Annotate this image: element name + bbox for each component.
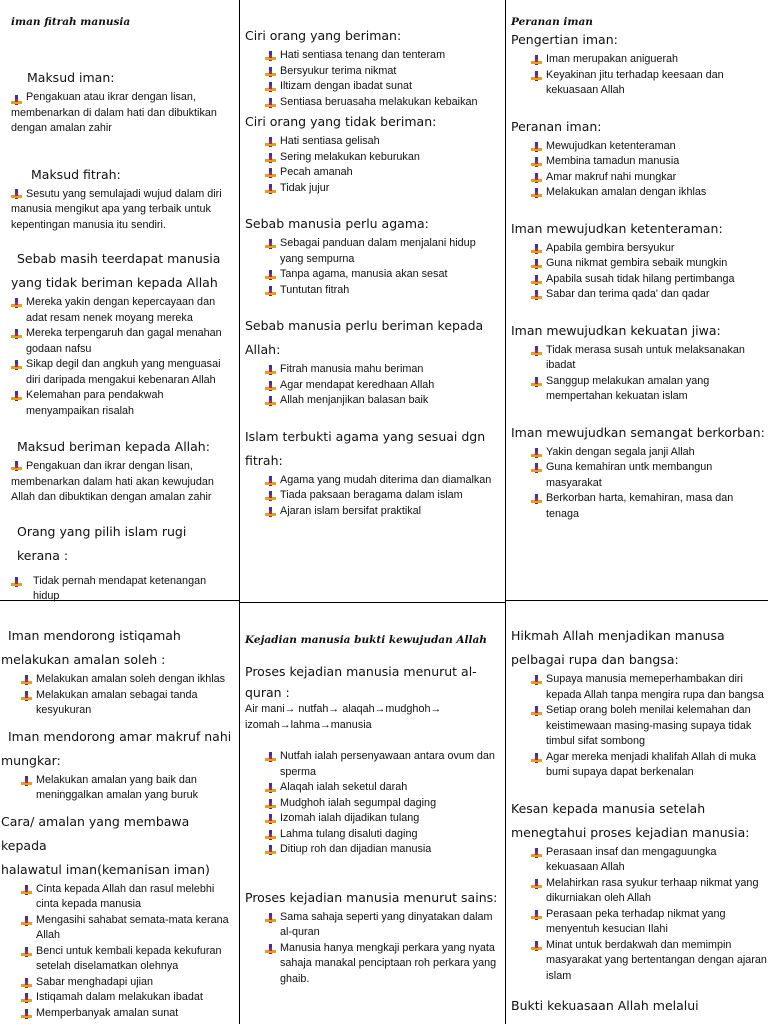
bullet-icon-part	[269, 480, 272, 483]
column-divider-left	[239, 0, 240, 1024]
list-item: Benci untuk kembali kepada kekufuran setelah diselamatkan olehnya	[21, 944, 237, 975]
bullet-icon	[21, 916, 32, 926]
bullet-icon	[21, 947, 32, 957]
bullet-icon-part	[25, 982, 28, 985]
bullet-icon-part	[269, 385, 272, 388]
bullet-icon-part	[269, 369, 272, 372]
bullet-icon	[21, 885, 32, 895]
list-item: Sikap degil dan angkuh yang menguasai diri daripada mengakui kebenaran Allah	[11, 357, 233, 388]
list-istiqamah	[1, 672, 237, 719]
bullet-icon-part	[269, 71, 272, 74]
list-item: Tidak pernah mendapat ketenangan hidup	[11, 574, 233, 605]
list-halawatul-iman	[1, 882, 237, 1022]
bullet-icon-part	[25, 780, 28, 783]
bullet-icon	[265, 168, 276, 178]
heading-ketenteraman: Iman mewujudkan ketenteraman:	[511, 220, 723, 236]
bullet-icon	[11, 189, 22, 199]
list-item: Tuntutan fitrah	[265, 283, 501, 299]
bullet-icon-part	[269, 818, 272, 821]
list-item: Istiqamah dalam melakukan ibadat	[21, 990, 237, 1006]
list-item: Perasaan peka terhadap nikmat yang menyentuh kesucian Ilahi	[531, 907, 767, 938]
bullet-icon	[11, 577, 22, 587]
section-title: iman fitrah manusia	[11, 16, 131, 28]
bullet-icon-part	[535, 757, 538, 760]
bullet-icon-part	[269, 188, 272, 191]
bullet-icon-part	[269, 157, 272, 160]
bullet-icon	[265, 752, 276, 762]
bullet-icon	[265, 799, 276, 809]
text-maksud-fitrah: Sesutu yang semulajadi wujud dalam diri manusia mengikut apa yang terbaik untuk kepentingan manusia itu sendiri.	[11, 187, 222, 231]
list-peranan-iman	[511, 139, 767, 201]
bullet-icon	[531, 910, 542, 920]
section-title: Peranan iman	[511, 16, 593, 28]
bullet-icon-part	[15, 333, 18, 336]
bullet-icon	[11, 391, 22, 401]
bullet-icon	[265, 184, 276, 194]
bullet-icon	[265, 913, 276, 923]
list-item: Cinta kepada Allah dan rasul melebhi cinta kepada manusia	[21, 882, 237, 913]
list-item: Mewujudkan ketenteraman	[531, 139, 767, 155]
list-ketenteraman	[511, 241, 767, 303]
heading-kesan-1: Kesan kepada manusia setelah	[511, 800, 706, 816]
bullet-icon	[265, 944, 276, 954]
list-amar-makruf	[1, 773, 237, 804]
list-ciri-tidak-beriman	[245, 134, 501, 196]
heading-istiqamah-1: Iman mendorong istiqamah	[8, 628, 181, 643]
bullet-icon	[21, 776, 32, 786]
section-title: Kejadian manusia bukti kewujudan Allah	[245, 634, 487, 646]
list-item: Berkorban harta, kemahiran, masa dan tenaga	[531, 491, 767, 522]
list-perlu-beriman	[245, 362, 501, 409]
bullet-icon-part	[535, 75, 538, 78]
list-item: Manusia hanya mengkaji perkara yang nyata sahaja manakal penciptaan roh perkara yang ghaib.	[265, 941, 503, 988]
list-item: Tiada paksaan beragama dalam islam	[265, 488, 501, 504]
bullet-icon-part	[269, 290, 272, 293]
bullet-icon-part	[269, 400, 272, 403]
cell-iman-istiqamah	[1, 624, 237, 1024]
row-divider-mid	[240, 602, 505, 603]
list-item: Sentiasa beruasaha melakukan kebaikan	[265, 95, 501, 111]
row-divider-right	[506, 600, 768, 601]
list-item: Memperbanyak amalan sunat	[21, 1006, 237, 1022]
bullet-icon-part	[269, 141, 272, 144]
bullet-icon-part	[269, 55, 272, 58]
list-item: Mudghoh ialah segumpal daging	[265, 796, 503, 812]
bullet-icon-part	[269, 495, 272, 498]
list-item: Hati sentiasa tenang dan tenteram	[265, 48, 501, 64]
cell-peranan-iman	[511, 16, 767, 594]
list-item: Sabar dan terima qada' dan qadar	[531, 287, 767, 303]
heading-kesan-2: menegtahui proses kejadian manusia:	[511, 824, 750, 840]
bullet-icon	[531, 290, 542, 300]
list-item: Guna nikmat gembira sebaik mungkin	[531, 256, 767, 272]
bullet-icon	[531, 753, 542, 763]
heading-perlu-agama: Sebab manusia perlu agama:	[245, 216, 429, 231]
bullet-icon	[531, 142, 542, 152]
list-item: Melakukan amalan soleh dengan ikhlas	[21, 672, 237, 688]
bullet-icon	[531, 157, 542, 167]
list-item: Lahma tulang disaluti daging	[265, 827, 503, 843]
bullet-icon	[21, 675, 32, 685]
heading-pilih-islam-rugi: Orang yang pilih islam rugi kerana :	[17, 523, 187, 563]
list-perlu-agama	[245, 236, 501, 298]
list-item: Melakukan amalan sebagai tanda kesyukuran	[21, 688, 237, 719]
bullet-icon-part	[535, 263, 538, 266]
list-item: Tidak merasa susah untuk melaksanakan ibadat	[531, 343, 767, 374]
list-proses-sains	[245, 910, 503, 988]
bullet-icon	[11, 95, 22, 105]
bullet-icon-part	[535, 192, 538, 195]
list-item: Perasaan insaf dan mengaguungka kekuasaan Allah	[531, 845, 767, 876]
list-item: Ditiup roh dan dijadian manusia	[265, 842, 503, 858]
bullet-icon-part	[15, 364, 18, 367]
cell-kejadian-manusia	[245, 634, 503, 1024]
list-item: Agar mereka menjadi khalifah Allah di muka bumi supaya dapat berkenalan	[531, 750, 767, 781]
bullet-icon-part	[535, 452, 538, 455]
list-hikmah	[511, 672, 767, 781]
list-item: Apabila susah tidak hilang pertimbanga	[531, 272, 767, 288]
list-item: Apabila gembira bersyukur	[531, 241, 767, 257]
list-item: Kelemahan para pendakwah menyampaikan risalah	[11, 388, 233, 419]
bullet-icon	[531, 463, 542, 473]
bullet-icon-part	[535, 710, 538, 713]
bullet-icon-part	[535, 945, 538, 948]
bullet-icon	[531, 879, 542, 889]
heading-amar-makruf-1: Iman mendorong amar makruf nahi	[8, 728, 232, 744]
list-item: Minat untuk berdakwah dan memimpin masyarakat yang bertentangan dengan ajaran islam	[531, 938, 767, 985]
list-item: Melakukan amalan dengan ikhlas	[531, 185, 767, 201]
bullet-icon	[531, 377, 542, 387]
bullet-icon	[531, 941, 542, 951]
bullet-icon	[21, 1009, 32, 1019]
bullet-icon-part	[15, 302, 18, 305]
list-item: Sabar menghadapi ujian	[21, 975, 237, 991]
heading-hikmah-1: Hikmah Allah menjadikan manusa	[511, 628, 725, 643]
bullet-icon	[265, 365, 276, 375]
cell-ciri-beriman	[245, 24, 501, 594]
list-item: Iltizam dengan ibadat sunat	[265, 79, 501, 95]
list-semangat-berkorban	[511, 445, 767, 523]
heading-pengertian-iman: Pengertian iman:	[511, 32, 618, 47]
bullet-icon-part	[15, 465, 18, 468]
list-item: Hati sentiasa gelisah	[265, 134, 501, 150]
list-item: Supaya manusia memeperhambakan diri kepada Allah tanpa mengira rupa dan bangsa	[531, 672, 767, 703]
heading-amar-makruf-2: mungkar:	[1, 752, 61, 768]
bullet-icon-part	[535, 177, 538, 180]
heading-ciri-beriman: Ciri orang yang beriman:	[245, 28, 402, 43]
list-item: Membina tamadun manusia	[531, 154, 767, 170]
bullet-icon	[531, 706, 542, 716]
heading-maksud-fitrah: Maksud fitrah:	[31, 166, 121, 182]
bullet-icon	[265, 830, 276, 840]
list-item: Pecah amanah	[265, 165, 501, 181]
bullet-icon-part	[269, 86, 272, 89]
bullet-icon	[531, 71, 542, 81]
bullet-icon-part	[15, 193, 18, 196]
bullet-icon-part	[269, 849, 272, 852]
bullet-icon-part	[269, 948, 272, 951]
bullet-icon-part	[25, 679, 28, 682]
heading-istiqamah-2: melakukan amalan soleh :	[1, 652, 166, 667]
bullet-icon-part	[535, 59, 538, 62]
bullet-icon-part	[15, 581, 18, 584]
heading-halawatul-iman-2: halawatul iman(kemanisan iman)	[1, 861, 210, 877]
list-item: Tidak jujur	[265, 181, 501, 197]
list-item: Alaqah ialah seketul darah	[265, 780, 503, 796]
list-item: Amar makruf nahi mungkar	[531, 170, 767, 186]
bullet-icon	[11, 329, 22, 339]
list-ciri-beriman	[245, 48, 501, 110]
bullet-icon-part	[269, 834, 272, 837]
bullet-icon-part	[535, 161, 538, 164]
bullet-icon-part	[535, 350, 538, 353]
bullet-icon	[265, 239, 276, 249]
bullet-icon	[11, 298, 22, 308]
bullet-icon-part	[269, 274, 272, 277]
text-proses-flow: Air mani→ nutfah→ alaqah→mudghoh→ izomah→lahma→manusia	[245, 703, 442, 731]
bullet-icon	[531, 494, 542, 504]
heading-kekuatan-jiwa: Iman mewujudkan kekuatan jiwa:	[511, 322, 721, 338]
bullet-icon	[265, 137, 276, 147]
bullet-icon	[265, 491, 276, 501]
bullet-icon	[265, 845, 276, 855]
bullet-icon-part	[25, 695, 28, 698]
bullet-icon	[265, 814, 276, 824]
bullet-icon-part	[535, 146, 538, 149]
list-item: Mereka yakin dengan kepercayaan dan adat resam nenek moyang mereka	[11, 295, 233, 326]
heading-islam-sesuai-fitrah: Islam terbukti agama yang sesuai dgn fitrah:	[245, 428, 486, 468]
list-kekuatan-jiwa	[511, 343, 767, 405]
bullet-icon	[531, 275, 542, 285]
list-item: Tanpa agama, manusia akan sesat	[265, 267, 501, 283]
bullet-icon-part	[535, 381, 538, 384]
bullet-icon-part	[25, 1013, 28, 1016]
column-divider-right	[505, 0, 506, 1024]
bullet-icon	[11, 360, 22, 370]
bullet-icon-part	[15, 395, 18, 398]
list-proses-quran	[245, 749, 503, 858]
heading-proses-sains: Proses kejadian manusia menurut sains:	[245, 889, 498, 905]
heading-sebab-tidak-beriman-1: Sebab masih teerdapat manusia	[17, 251, 221, 266]
bullet-icon-part	[269, 803, 272, 806]
bullet-icon	[21, 691, 32, 701]
bullet-icon	[265, 381, 276, 391]
bullet-icon-part	[535, 679, 538, 682]
bullet-icon-part	[269, 917, 272, 920]
bullet-icon	[265, 286, 276, 296]
bullet-icon	[265, 51, 276, 61]
bullet-icon	[265, 270, 276, 280]
bullet-icon	[531, 173, 542, 183]
bullet-icon	[265, 82, 276, 92]
bullet-icon-part	[15, 99, 18, 102]
bullet-icon-part	[535, 467, 538, 470]
list-item: Keyakinan jitu terhadap keesaan dan kekuasaan Allah	[531, 68, 767, 99]
list-item: Ajaran islam bersifat praktikal	[265, 504, 501, 520]
list-item: Nutfah ialah persenyawaan antara ovum dan sperma	[265, 749, 503, 780]
heading-halawatul-iman-1: Cara/ amalan yang membawa kepada	[1, 813, 190, 853]
list-item: Sanggup melakukan amalan yang mempertahan kekuatan islam	[531, 374, 767, 405]
list-item: Iman merupakan aniguerah	[531, 52, 767, 68]
bullet-icon-part	[535, 852, 538, 855]
heading-sebab-tidak-beriman-2: yang tidak beriman kepada Allah	[11, 275, 218, 290]
list-item: Allah menjanjikan balasan baik	[265, 393, 501, 409]
heading-bukti-kekuasaan: Bukti kekuasaan Allah melalui	[511, 998, 699, 1013]
bullet-icon	[531, 55, 542, 65]
heading-proses-quran-1: Proses kejadian manusia menurut al-	[245, 664, 477, 679]
bullet-icon	[21, 978, 32, 988]
bullet-icon	[531, 259, 542, 269]
bullet-icon-part	[269, 756, 272, 759]
heading-ciri-tidak-beriman: Ciri orang yang tidak beriman:	[245, 114, 437, 129]
bullet-icon	[265, 396, 276, 406]
bullet-icon	[531, 848, 542, 858]
list-sebab-tidak-beriman	[11, 295, 233, 419]
heading-hikmah-2: pelbagai rupa dan bangsa:	[511, 652, 679, 667]
list-item: Mengasihi sahabat semata-mata kerana Allah	[21, 913, 237, 944]
bullet-icon	[265, 67, 276, 77]
list-islam-sesuai-fitrah	[245, 473, 501, 520]
list-item: Yakin dengan segala janji Allah	[531, 445, 767, 461]
heading-maksud-beriman: Maksud beriman kepada Allah:	[17, 439, 210, 454]
bullet-icon	[531, 188, 542, 198]
bullet-icon-part	[535, 498, 538, 501]
list-item: Melahirkan rasa syukur terhaap nikmat yang dikurniakan oleh Allah	[531, 876, 767, 907]
bullet-icon-part	[535, 248, 538, 251]
list-item: Melakukan amalan yang baik dan meninggalkan amalan yang buruk	[21, 773, 237, 804]
bullet-icon	[531, 346, 542, 356]
bullet-icon-part	[269, 243, 272, 246]
bullet-icon-part	[25, 920, 28, 923]
list-item: Sering melakukan keburukan	[265, 150, 501, 166]
bullet-icon	[265, 98, 276, 108]
bullet-icon-part	[25, 997, 28, 1000]
list-item: Agar mendapat keredhaan Allah	[265, 378, 501, 394]
bullet-icon	[531, 448, 542, 458]
list-item: Setiap orang boleh menilai kelemahan dan keistimewaan masing-masing supaya tidak timbul sifat sombong	[531, 703, 767, 750]
bullet-icon-part	[269, 102, 272, 105]
bullet-icon-part	[535, 279, 538, 282]
cell-iman-fitrah	[11, 16, 233, 602]
bullet-icon-part	[269, 172, 272, 175]
bullet-icon	[531, 675, 542, 685]
bullet-icon	[265, 507, 276, 517]
list-item: Sama sahaja seperti yang dinyatakan dalam al-quran	[265, 910, 503, 941]
bullet-icon	[21, 993, 32, 1003]
heading-peranan-iman: Peranan iman:	[511, 118, 602, 134]
list-pilih-islam-rugi	[11, 574, 233, 605]
text-maksud-iman: Pengakuan atau ikrar dengan lisan, membenarkan di dalam hati dan dibuktikan dengan amalan zahir	[11, 91, 217, 134]
list-item: Izomah ialah dijadikan tulang	[265, 811, 503, 827]
bullet-icon	[265, 153, 276, 163]
bullet-icon-part	[535, 294, 538, 297]
heading-semangat-berkorban: Iman mewujudkan semangat berkorban:	[511, 424, 765, 440]
list-item: Agama yang mudah diterima dan diamalkan	[265, 473, 501, 489]
heading-proses-quran-2: quran :	[245, 685, 290, 700]
list-item: Mereka terpengaruh dan gagal menahan godaan nafsu	[11, 326, 233, 357]
list-item: Bersyukur terima nikmat	[265, 64, 501, 80]
bullet-icon-part	[269, 511, 272, 514]
bullet-icon-part	[269, 787, 272, 790]
list-item: Guna kemahiran untk membangun masyarakat	[531, 460, 767, 491]
list-item: Fitrah manusia mahu beriman	[265, 362, 501, 378]
bullet-icon-part	[25, 889, 28, 892]
heading-perlu-beriman: Sebab manusia perlu beriman kepada Allah:	[245, 318, 484, 357]
text-maksud-beriman: Pengakuan dan ikrar dengan lisan, membenarkan dalam hati akan kewujudan Allah dan dibuktikan dengan amalan zahir	[11, 460, 214, 503]
list-kesan	[511, 845, 767, 985]
list-pengertian-iman	[511, 52, 767, 99]
list-item: Sebagai panduan dalam menjalani hidup yang sempurna	[265, 236, 501, 267]
bullet-icon	[265, 783, 276, 793]
bullet-icon	[265, 476, 276, 486]
bullet-icon	[531, 244, 542, 254]
bullet-icon-part	[25, 951, 28, 954]
bullet-icon	[11, 461, 22, 471]
bullet-icon-part	[535, 914, 538, 917]
cell-hikmah-allah	[511, 624, 767, 1024]
bullet-icon-part	[535, 883, 538, 886]
heading-maksud-iman: Maksud iman:	[27, 70, 115, 85]
